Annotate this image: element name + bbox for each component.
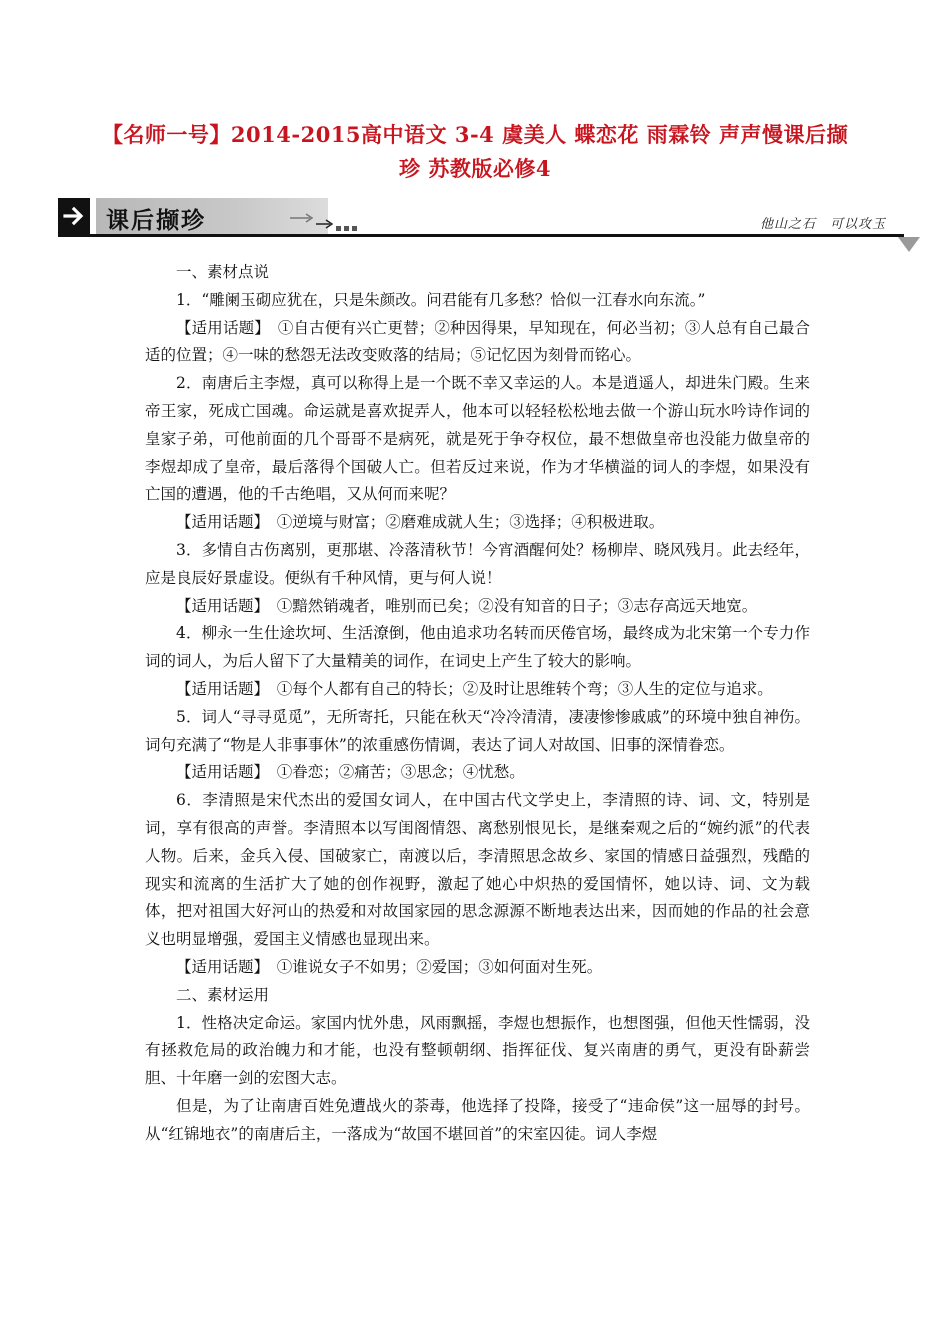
topic-paragraph: 【适用话题】 ①谁说女子不如男；②爱国；③如何面对生死。 <box>176 957 603 976</box>
section-title: 课后撷珍 <box>106 207 206 234</box>
dashed-arrows-icon <box>288 210 368 236</box>
paragraph: 5．词人“寻寻觅觅”，无所寄托，只能在秋天“冷冷清清，凄凄惨惨戚戚”的环境中独自神伤。词句充满了“物是人非事事休”的浓重感伤情调，表达了词人对故国、旧事的深情眷恋。 <box>145 707 810 754</box>
paragraph: 3．多情自古伤离别，更那堪、冷落清秋节！今宵酒醒何处？杨柳岸、晓风残月。此去经年，应是良辰好景虚设。便纵有千种风情，更与何人说！ <box>145 540 810 587</box>
topic-paragraph: 【适用话题】 ①眷恋；②痛苦；③思念；④忧愁。 <box>176 763 525 782</box>
topic-paragraph: 【适用话题】 ①自古便有兴亡更替；②种因得果，早知现在，何必当初；③人总有自己最合适的位置；④一味的愁怨无法改变败落的结局；⑤记忆因为刻骨而铭心。 <box>145 318 810 365</box>
paragraph: 但是，为了让南唐百姓免遭战火的荼毒，他选择了投降，接受了“违命侯”这一屈辱的封号。从“红锦地衣”的南唐后主，一落成为“故国不堪回首”的宋室囚徒。词人李煜 <box>145 1096 810 1143</box>
arrow-right-icon <box>58 198 90 234</box>
heading-section-1: 一、素材点说 <box>176 263 270 281</box>
topic-paragraph: 【适用话题】 ①黯然销魂者，唯别而已矣；②没有知音的日子；③志存高远天地宽。 <box>176 596 758 615</box>
paragraph: 1．“雕阑玉砌应犹在，只是朱颜改。问君能有几多愁？恰似一江春水向东流。” <box>176 290 706 309</box>
paragraph: 6．李清照是宋代杰出的爱国女词人，在中国古代文学史上，李清照的诗、词、文，特别是词，享有很高的声誉。李清照本以写闺阁情怨、离愁别恨见长，是继秦观之后的“婉约派”的代表人物。后来，金兵入侵、国破家亡，南渡以后，李清照思念故乡、家国的情感日益强烈，残酷的现实和流离的生活扩大了她的创作视野，激起了她心中炽热的爱国情怀，她以诗、词、文为载体，把对祖国大好河山的热爱和对故国家园的思念源源不断地表达出来，因而她的作品的社会意义也明显增强，爱国主义情感也显现出来。 <box>145 791 810 949</box>
paragraph: 4．柳永一生仕途坎坷、生活潦倒，他由追求功名转而厌倦官场，最终成为北宋第一个专力作词的词人，为后人留下了大量精美的词作，在词史上产生了较大的影响。 <box>145 624 810 671</box>
topic-paragraph: 【适用话题】 ①每个人都有自己的特长；②及时让思维转个弯；③人生的定位与追求。 <box>176 679 773 698</box>
paragraph: 1．性格决定命运。家国内忧外患，风雨飘摇，李煜也想振作，也想图强，但他天性懦弱，没有拯救危局的政治魄力和才能，也没有整顿朝纲、指挥征伐、复兴南唐的勇气，更没有卧薪尝胆、十年磨一剑的宏图大志。 <box>145 1013 810 1088</box>
motto: 他山之石 可以攻玉 <box>760 217 887 232</box>
paragraph: 2．南唐后主李煜，真可以称得上是一个既不幸又幸运的人。本是逍遥人，却进朱门殿。生来帝王家，死成亡国魂。命运就是喜欢捉弄人，他本可以轻轻松松地去做一个游山玩水吟诗作词的皇家子弟，可他前面的几个哥哥不是病死，就是死于争夺权位，最不想做皇帝也没能力做皇帝的李煜却成了皇帝，最后落得个国破人亡。但若反过来说，作为才华横溢的词人的李煜，如果没有亡国的遭遇，他的千古绝唱，又从何而来呢？ <box>145 374 810 504</box>
body-text <box>145 259 810 1149</box>
heading-section-2: 二、素材运用 <box>176 985 270 1004</box>
document-title: 【名师一号】2014-2015高中语文 3-4 虞美人 蝶恋花 雨霖铃 声声慢课后撷珍 苏教版必修4 <box>101 122 849 181</box>
corner-triangle-icon <box>898 237 920 252</box>
section-banner <box>58 198 920 258</box>
topic-paragraph: 【适用话题】 ①逆境与财富；②磨难成就人生；③选择；④积极进取。 <box>176 513 665 532</box>
banner-rule <box>58 234 904 237</box>
